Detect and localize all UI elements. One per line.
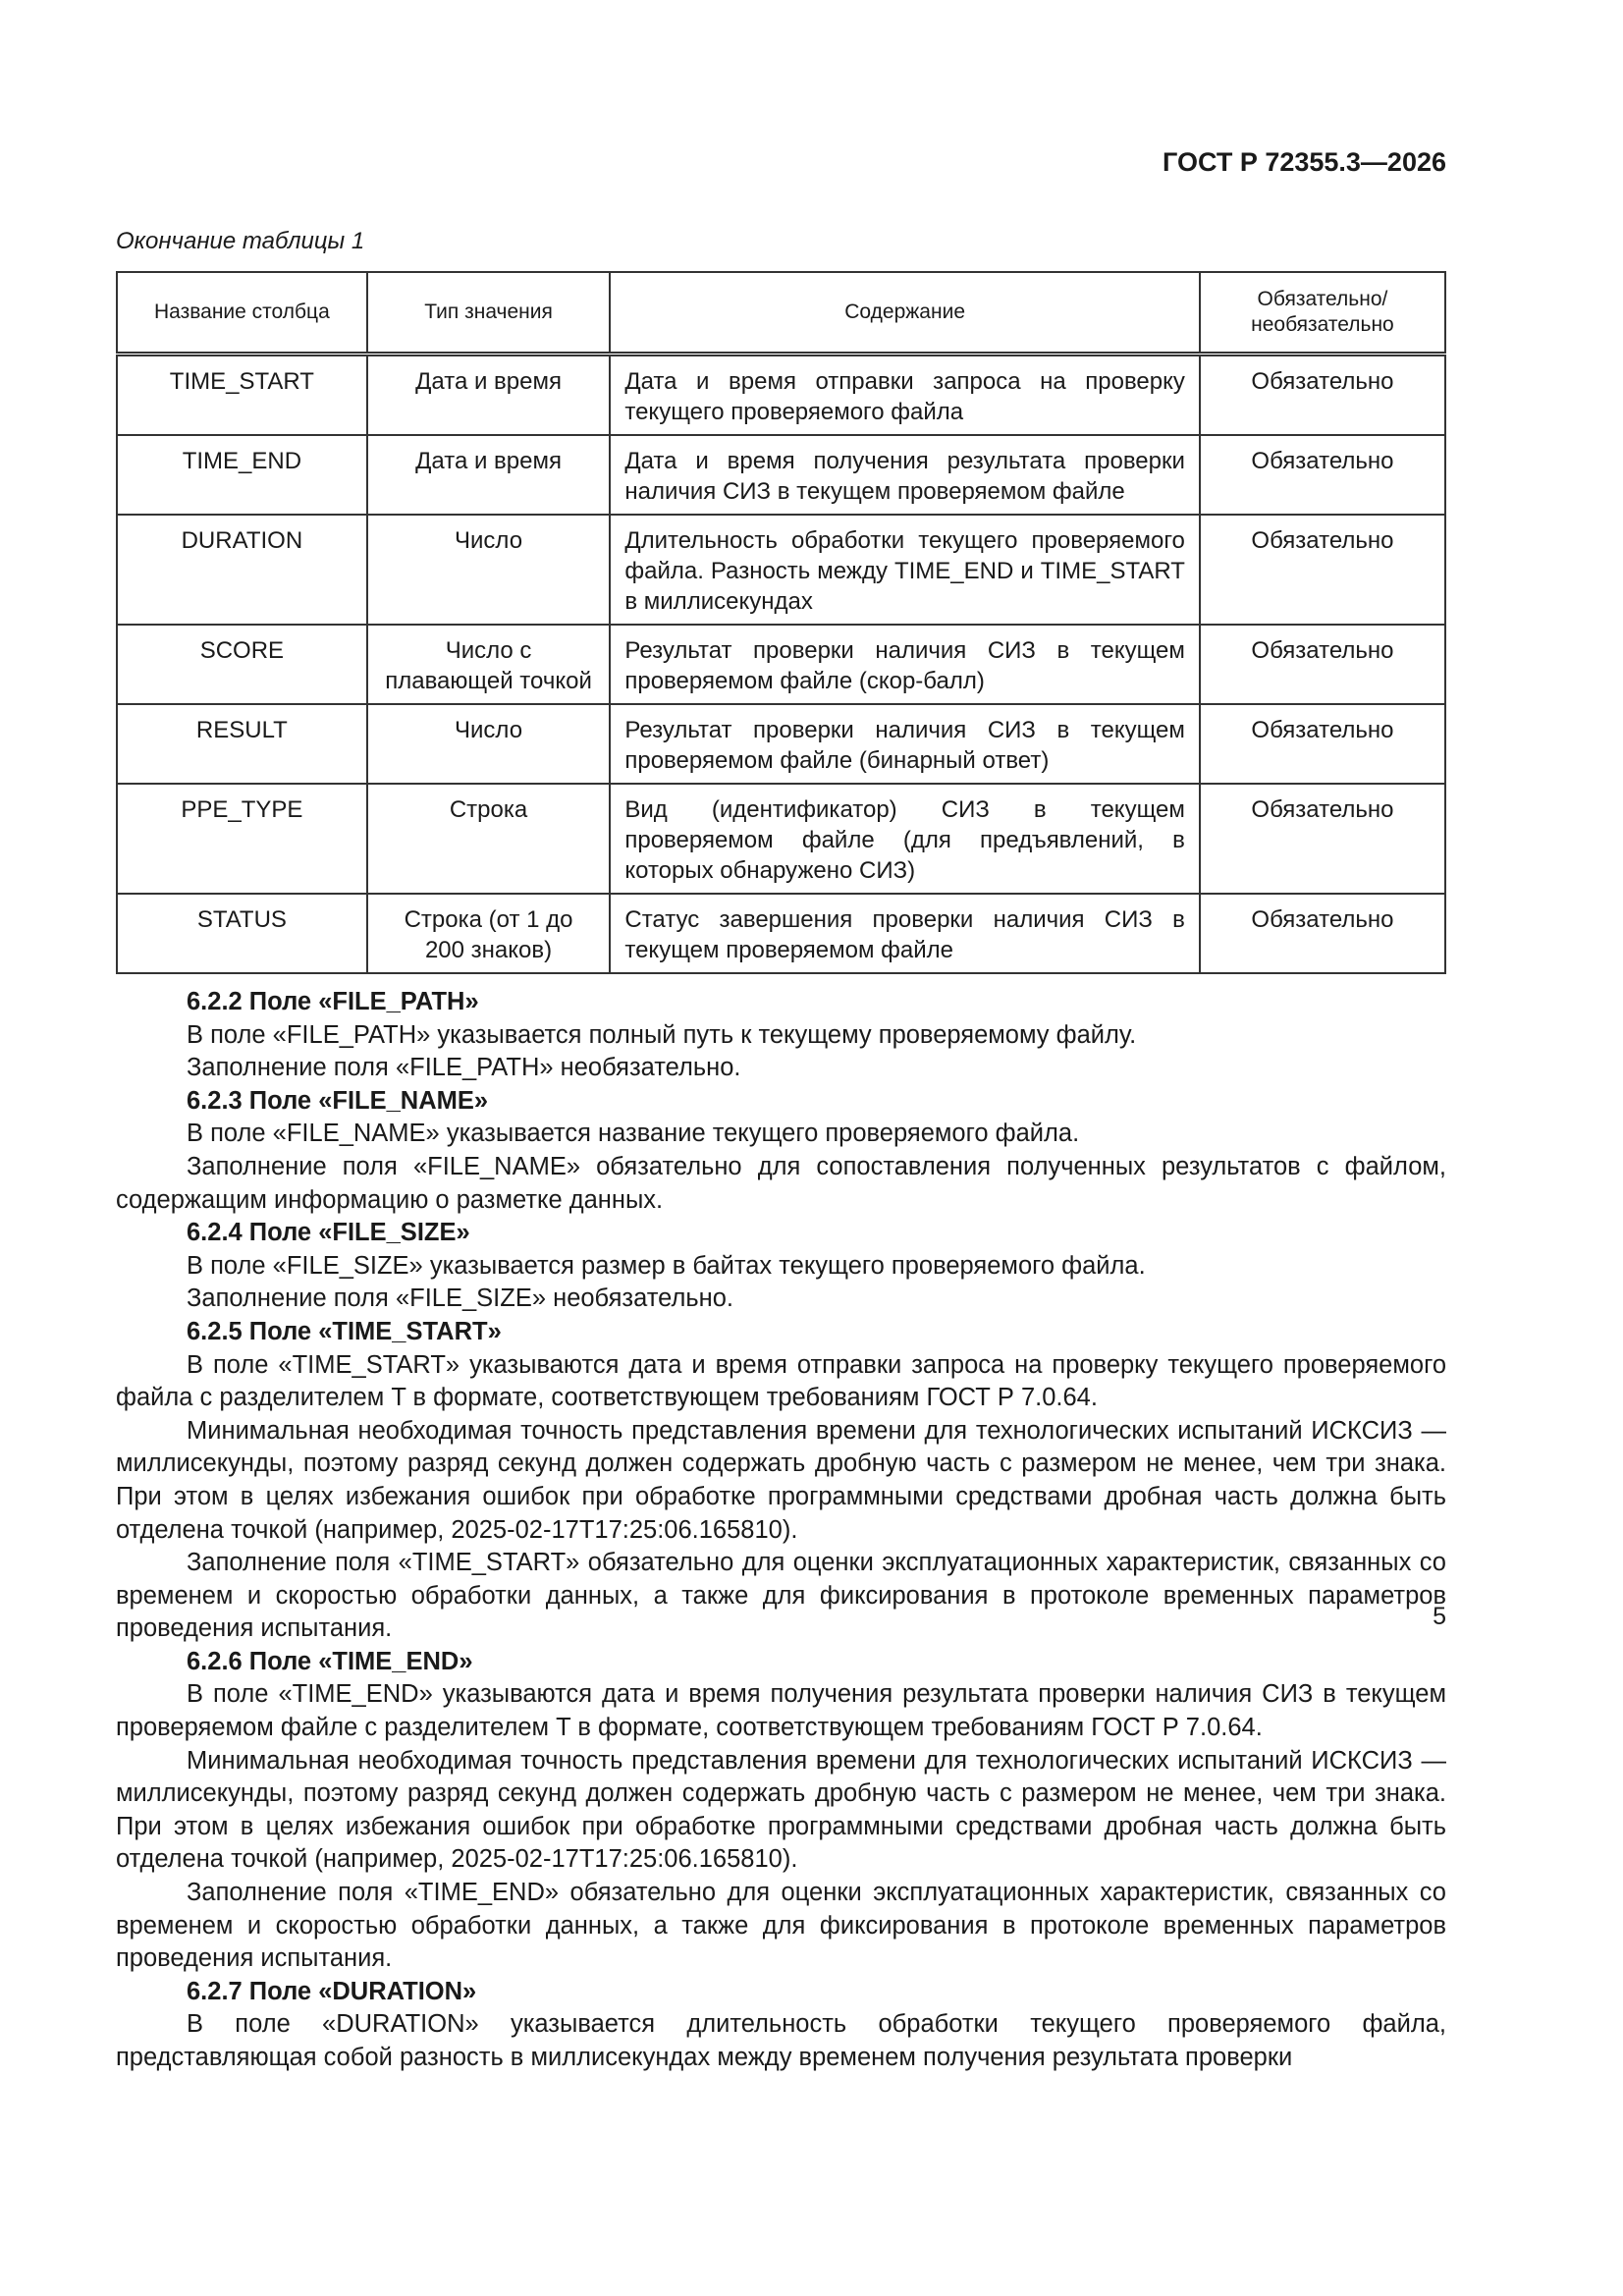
paragraph: Заполнение поля «TIME_END» обязательно для оценки эксплуатационных характеристик, связанных со временем и скоростью обработки данных, а также для фиксирования в протоколе временных параметров проведения испытания. bbox=[116, 1879, 1446, 1973]
cell-required: Обязательно bbox=[1200, 515, 1445, 625]
cell-value-type: Число bbox=[367, 515, 611, 625]
paragraph: Заполнение поля «FILE_SIZE» необязательно. bbox=[187, 1285, 733, 1313]
cell-column-name: SCORE bbox=[117, 625, 367, 704]
cell-content: Результат проверки наличия СИЗ в текущем проверяемом файле (бинарный ответ) bbox=[610, 704, 1200, 784]
cell-column-name: PPE_TYPE bbox=[117, 784, 367, 894]
section-heading-6-2-5: 6.2.5 Поле «TIME_START» bbox=[187, 1317, 502, 1345]
cell-required: Обязательно bbox=[1200, 355, 1445, 436]
table-row bbox=[117, 704, 1445, 784]
cell-required: Обязательно bbox=[1200, 625, 1445, 704]
section-heading-6-2-4: 6.2.4 Поле «FILE_SIZE» bbox=[187, 1219, 470, 1247]
table-row bbox=[117, 435, 1445, 515]
column-header-type: Тип значения bbox=[367, 272, 611, 355]
cell-value-type: Число с плавающей точкой bbox=[367, 625, 611, 704]
cell-column-name: TIME_END bbox=[117, 435, 367, 515]
paragraph: Заполнение поля «FILE_NAME» обязательно для сопоставления полученных результатов с файлом, содержащим информацию о разметке данных. bbox=[116, 1152, 1446, 1214]
paragraph: Заполнение поля «TIME_START» обязательно для оценки эксплуатационных характеристик, связанных со временем и скоростью обработки данных, а также для фиксирования в протоколе временных параметров проведения испытания. bbox=[116, 1549, 1446, 1643]
table-row bbox=[117, 625, 1445, 704]
cell-column-name: RESULT bbox=[117, 704, 367, 784]
paragraph: В поле «DURATION» указывается длительность обработки текущего проверяемого файла, представляющая собой разность в миллисекундах между временем получения результата проверки bbox=[116, 2010, 1446, 2071]
paragraph: В поле «FILE_NAME» указывается название текущего проверяемого файла. bbox=[187, 1120, 1080, 1148]
cell-column-name: TIME_START bbox=[117, 355, 367, 436]
cell-column-name: STATUS bbox=[117, 894, 367, 973]
paragraph: В поле «FILE_PATH» указывается полный путь к текущему проверяемому файлу. bbox=[187, 1020, 1137, 1049]
cell-value-type: Дата и время bbox=[367, 435, 611, 515]
table-caption: Окончание таблицы 1 bbox=[116, 228, 365, 254]
table-row bbox=[117, 784, 1445, 894]
page-number: 5 bbox=[1433, 1603, 1446, 1630]
paragraph: Заполнение поля «FILE_PATH» необязательно. bbox=[187, 1054, 741, 1082]
cell-content: Результат проверки наличия СИЗ в текущем проверяемом файле (скор-балл) bbox=[610, 625, 1200, 704]
cell-content: Вид (идентификатор) СИЗ в текущем проверяемом файле (для предъявлений, в которых обнаружено СИЗ) bbox=[610, 784, 1200, 894]
paragraph: В поле «FILE_SIZE» указывается размер в байтах текущего проверяемого файла. bbox=[187, 1251, 1146, 1280]
column-header-content: Содержание bbox=[610, 272, 1200, 355]
cell-content: Длительность обработки текущего проверяемого файла. Разность между TIME_END и TIME_START в миллисекундах bbox=[610, 515, 1200, 625]
cell-value-type: Строка bbox=[367, 784, 611, 894]
cell-required: Обязательно bbox=[1200, 894, 1445, 973]
column-header-required: Обязательно/ необязательно bbox=[1200, 272, 1445, 355]
paragraph: В поле «TIME_END» указываются дата и время получения результата проверки наличия СИЗ в текущем проверяемом файле с разделителем T в формате, соответствующем требованиям ГОСТ Р 7.0.64. bbox=[116, 1680, 1446, 1742]
section-heading-6-2-3: 6.2.3 Поле «FILE_NAME» bbox=[187, 1086, 489, 1115]
table-row bbox=[117, 515, 1445, 625]
cell-content: Дата и время получения результата проверки наличия СИЗ в текущем проверяемом файле bbox=[610, 435, 1200, 515]
table-row bbox=[117, 894, 1445, 973]
section-heading-6-2-2: 6.2.2 Поле «FILE_PATH» bbox=[187, 988, 479, 1015]
cell-value-type: Дата и время bbox=[367, 355, 611, 436]
table-row bbox=[117, 355, 1445, 436]
requirements-table bbox=[116, 271, 1446, 974]
cell-content: Дата и время отправки запроса на проверку текущего проверяемого файла bbox=[610, 355, 1200, 436]
table-header-row bbox=[117, 272, 1445, 355]
cell-value-type: Число bbox=[367, 704, 611, 784]
document-body bbox=[116, 986, 1446, 2075]
document-code: ГОСТ Р 72355.3—2026 bbox=[1163, 147, 1446, 177]
column-header-name: Название столбца bbox=[117, 272, 367, 355]
section-heading-6-2-6: 6.2.6 Поле «TIME_END» bbox=[187, 1647, 473, 1675]
section-heading-6-2-7: 6.2.7 Поле «DURATION» bbox=[187, 1977, 477, 2005]
cell-required: Обязательно bbox=[1200, 435, 1445, 515]
cell-required: Обязательно bbox=[1200, 704, 1445, 784]
cell-value-type: Строка (от 1 до 200 знаков) bbox=[367, 894, 611, 973]
paragraph: В поле «TIME_START» указываются дата и время отправки запроса на проверку текущего проверяемого файла с разделителем T в формате, соответствующем требованиям ГОСТ Р 7.0.64. bbox=[116, 1350, 1446, 1412]
cell-column-name: DURATION bbox=[117, 515, 367, 625]
paragraph: Минимальная необходимая точность представления времени для технологических испытаний ИСКСИЗ — миллисекунды, поэтому разряд секунд должен содержать дробную часть с размером не менее, чем три знака. При этом в целях избежания ошибок при обработке программными средствами дробная часть должна быть отделена точкой (например, 2025-02-17T17:25:06.165810). bbox=[116, 1416, 1446, 1544]
paragraph: Минимальная необходимая точность представления времени для технологических испытаний ИСКСИЗ — миллисекунды, поэтому разряд секунд должен содержать дробную часть с размером не менее, чем три знака. При этом в целях избежания ошибок при обработке программными средствами дробная часть должна быть отделена точкой (например, 2025-02-17T17:25:06.165810). bbox=[116, 1746, 1446, 1874]
cell-required: Обязательно bbox=[1200, 784, 1445, 894]
cell-content: Статус завершения проверки наличия СИЗ в текущем проверяемом файле bbox=[610, 894, 1200, 973]
